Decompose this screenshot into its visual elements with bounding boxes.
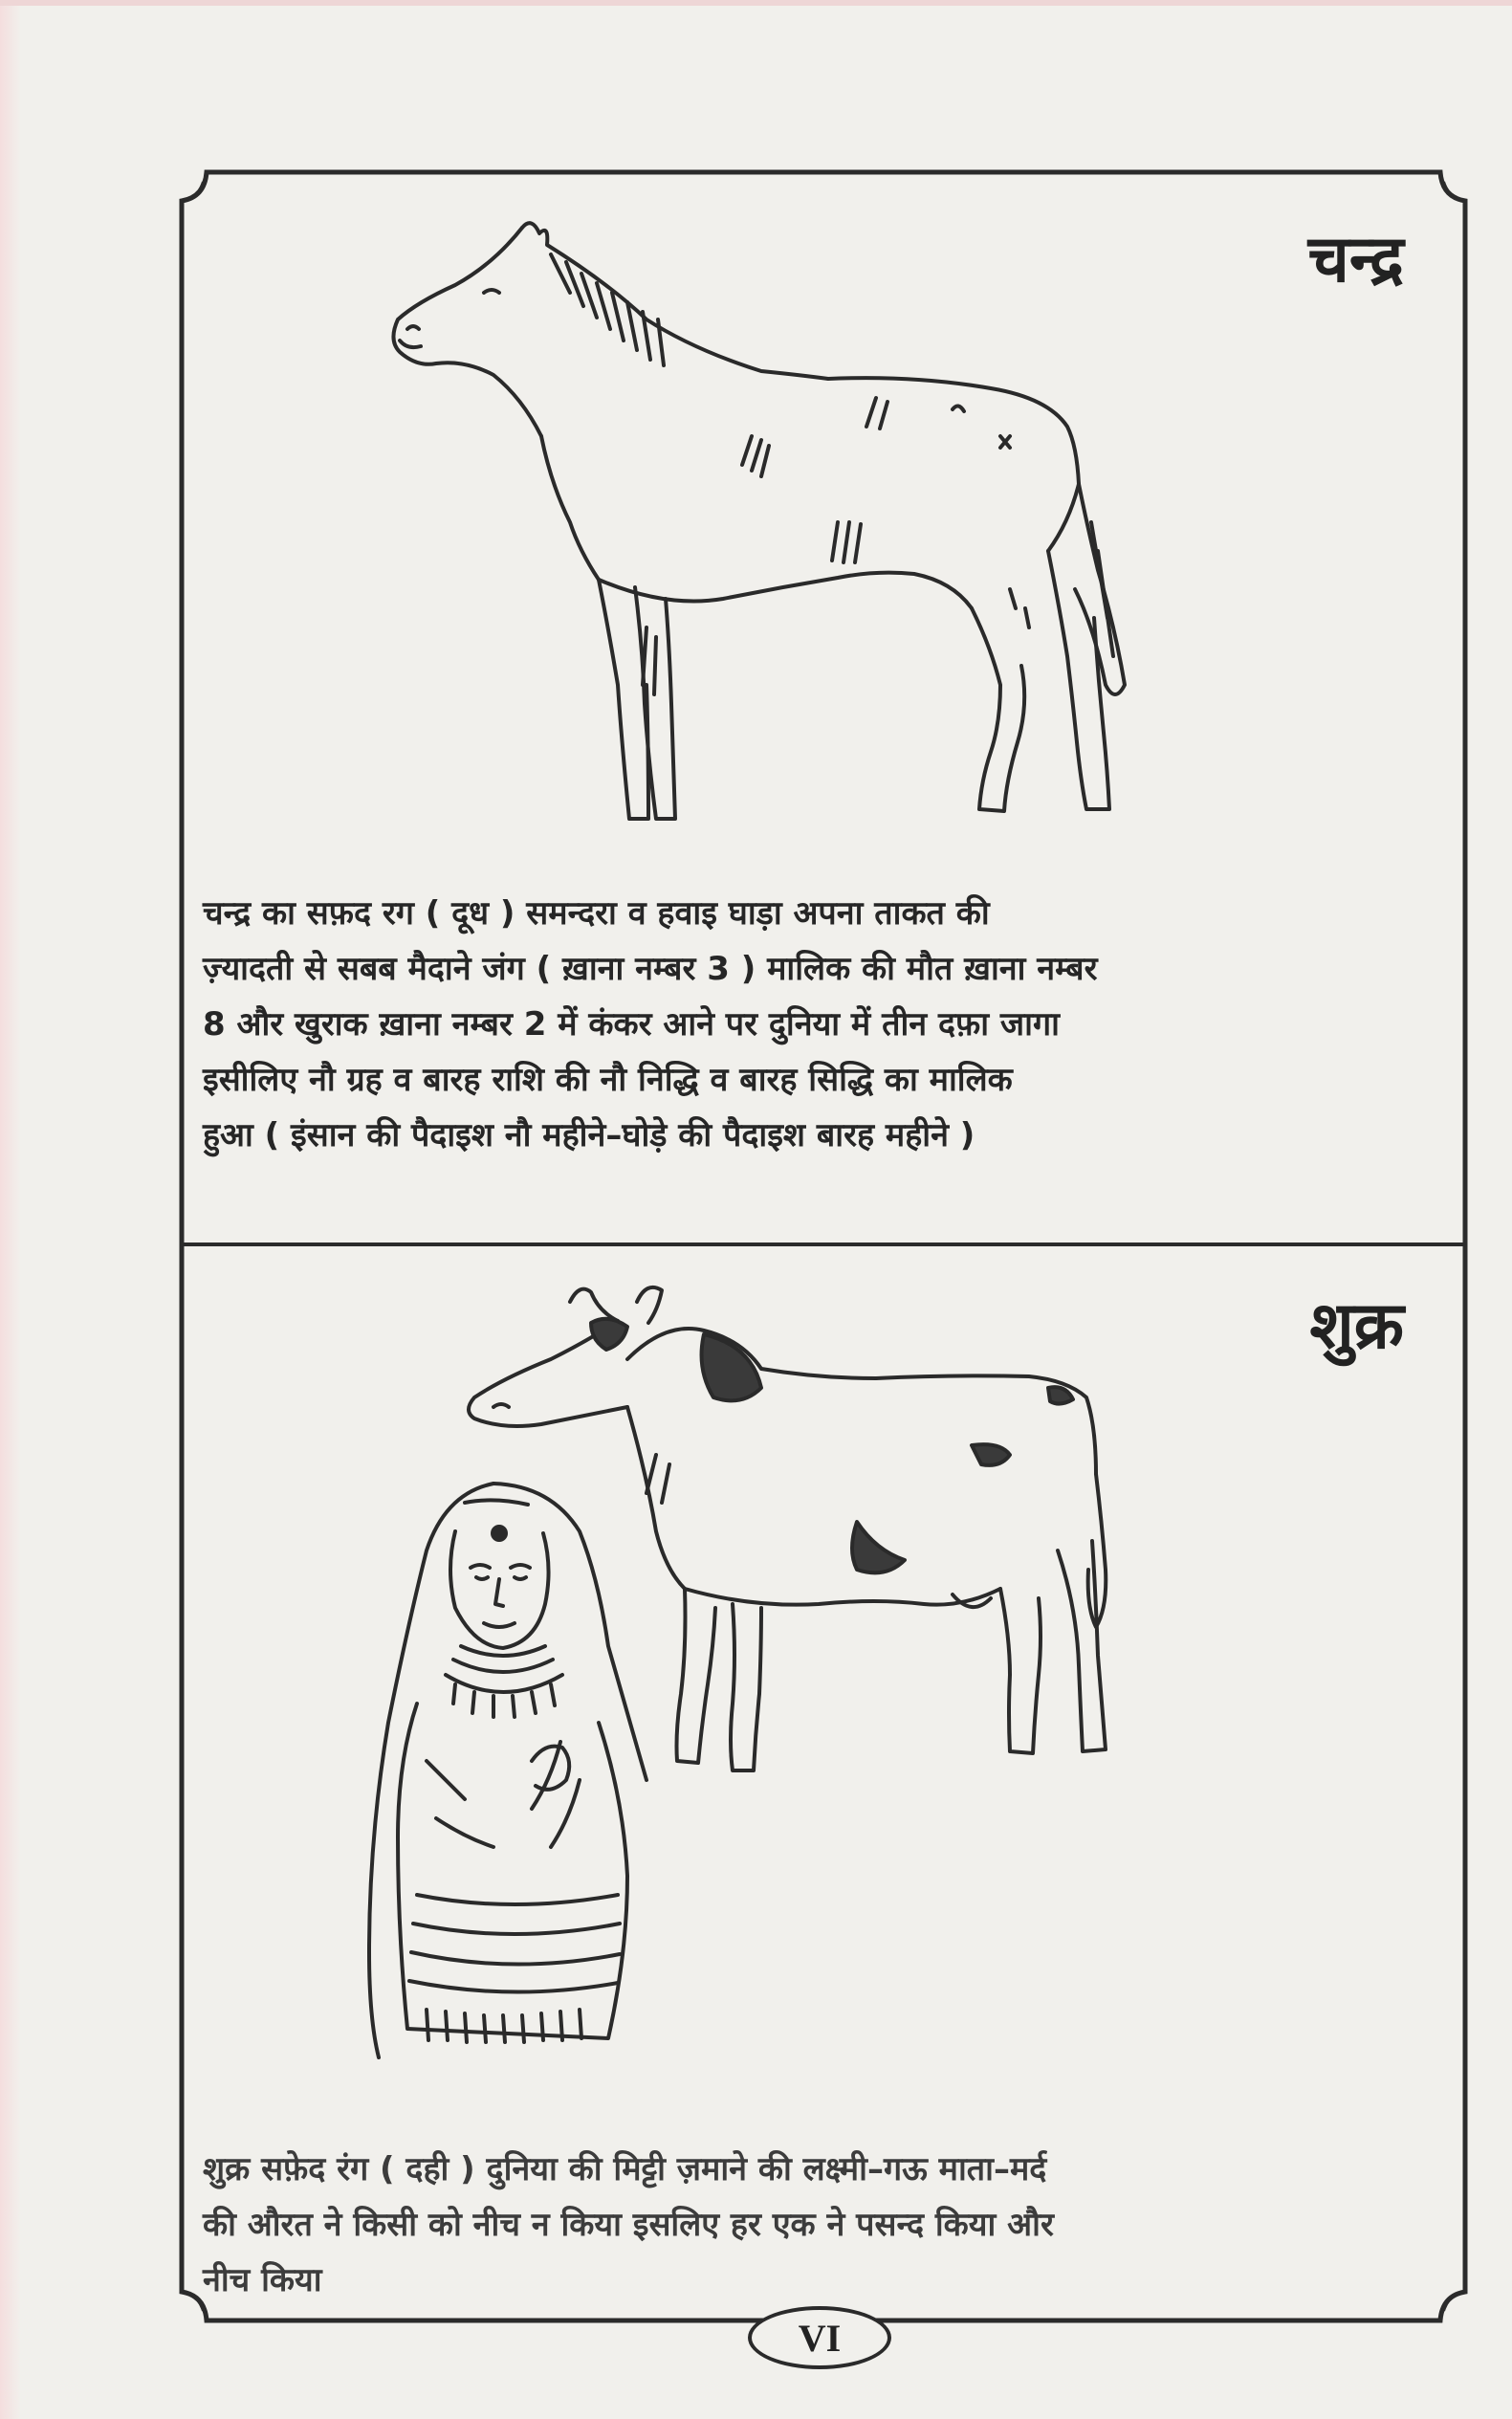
section-chandra: [178, 168, 1469, 1244]
planet-title: शुक्र: [1309, 1288, 1404, 1364]
page-edge: [0, 0, 21, 2419]
caption-line: हुआ ( इंसान की पैदाइश नौ महीने–घोड़े की पैदाइश बारह महीने ): [203, 1116, 975, 1155]
woman-and-cow-illustration: [340, 1264, 1297, 2086]
caption-line: की औरत ने किसी को नीच न किया इसलिए हर एक ने पसन्द किया और: [203, 2206, 1054, 2244]
section-caption: [203, 886, 1446, 1163]
caption-line: चन्द्र का सफ़द रग ( दूध ) समन्दरा व हवाइ घाड़ा अपना ताकत की: [203, 894, 990, 933]
page-number: VI: [748, 2306, 891, 2369]
caption-line: नीच किया: [203, 2261, 322, 2299]
ornamental-frame: [178, 168, 1469, 2324]
planet-title: चन्द्र: [1307, 222, 1404, 297]
caption-line: शुक्र सफ़ेद रंग ( दही ) दुनिया की मिट्टी ज़माने की लक्ष्मी–गऊ माता–मर्द: [203, 2150, 1047, 2188]
horse-illustration: [379, 207, 1392, 867]
section-shukra: [178, 1244, 1469, 2324]
caption-line: 8 और खुराक ख़ाना नम्बर 2 में कंकर आने पर दुनिया में तीन दफ़ा जागा: [203, 1005, 1060, 1044]
caption-line: ज़्यादती से सबब मैदाने जंग ( ख़ाना नम्बर 3 ) मालिक की मौत ख़ाना नम्बर: [203, 950, 1098, 988]
caption-line: इसीलिए नौ ग्रह व बारह राशि की नौ निद्धि व बारह सिद्धि का मालिक: [203, 1061, 1013, 1099]
section-caption: [203, 2142, 1446, 2308]
page-edge-top: [0, 0, 1512, 6]
